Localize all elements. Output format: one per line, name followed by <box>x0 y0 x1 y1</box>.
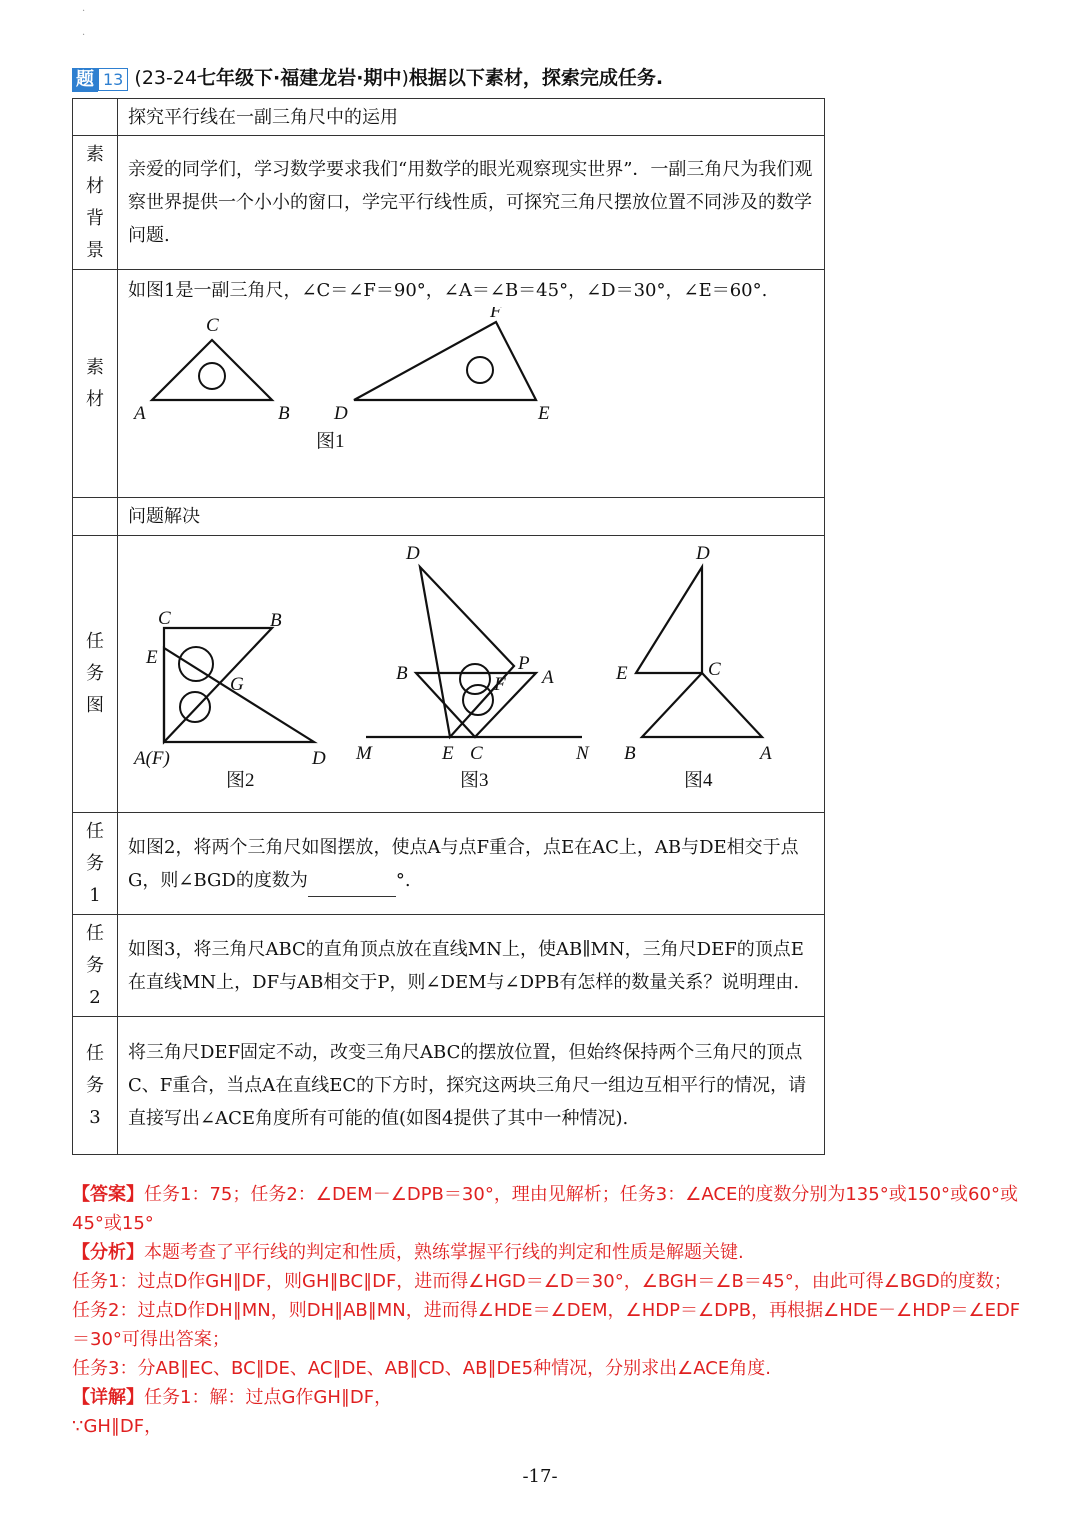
fig4-label-c: C <box>708 659 721 680</box>
answer-line: 【答案】任务1：75；任务2：∠DEM－∠DPB＝30°，理由见解析；任务3：∠ACE的度数分别为135°或150°或60°或45°或15° <box>72 1184 1018 1234</box>
material-cell <box>118 270 825 498</box>
analysis-task1: 任务1：过点D作GH∥DF，则GH∥BC∥DF，进而得∠HGD＝∠D＝30°，∠BGH＝∠B＝45°，由此可得∠BGD的度数； <box>72 1271 1012 1292</box>
table-row <box>73 915 825 1017</box>
fig1-label-d: D <box>334 403 348 424</box>
table-row <box>73 498 825 536</box>
fig1-label-a: A <box>134 403 146 424</box>
task3-text: 将三角尺DEF固定不动，改变三角尺ABC的摆放位置，但始终保持两个三角尺的顶点C、F重合，当点A在直线EC的下方时，探究这两块三角尺一组边互相平行的情况，请直接写出∠ACE角度所有可能的值(如图4提供了其中一种情况). <box>118 1017 825 1155</box>
task-figures <box>118 536 823 801</box>
fig2-label-g: G <box>230 674 244 695</box>
answer-section <box>72 1180 1022 1441</box>
question-instruction: 根据以下素材，探索完成任务. <box>408 67 664 89</box>
background-label: 素 材 背 景 <box>73 136 118 270</box>
fig1-label-f: F <box>490 307 502 322</box>
figure-1 <box>128 307 648 457</box>
question-badge <box>72 67 128 91</box>
table-row <box>73 1017 825 1155</box>
table-row <box>73 99 825 136</box>
fig3-label-a: A <box>542 667 554 688</box>
fig3-label-m: M <box>356 743 372 764</box>
fig4-caption: 图4 <box>684 770 713 791</box>
answer-blank <box>308 876 396 897</box>
badge-number: 13 <box>98 68 128 91</box>
fig2-caption: 图2 <box>226 770 255 791</box>
task2-text: 如图3，将三角尺ABC的直角顶点放在直线MN上，使AB∥MN，三角尺DEF的顶点E在直线MN上，DF与AB相交于P，则∠DEM与∠DPB有怎样的数量关系？说明理由. <box>118 915 825 1017</box>
task3-label: 任 务 3 <box>73 1017 118 1155</box>
fig3-caption: 图3 <box>460 770 489 791</box>
figure-3 <box>355 543 590 791</box>
page-number: -17- <box>522 1466 558 1487</box>
fig3-label-n: N <box>576 743 589 764</box>
fig1-label-b: B <box>278 403 290 424</box>
analysis-task3: 任务3：分AB∥EC、BC∥DE、AC∥DE、AB∥CD、AB∥DE5种情况，分别求出∠ACE角度. <box>72 1358 771 1379</box>
task-figures-cell <box>118 536 825 813</box>
figure-2 <box>132 608 326 791</box>
triangle-def-fig1 <box>333 307 550 424</box>
task-table <box>72 98 825 1155</box>
fig1-label-c: C <box>206 315 219 336</box>
fig4-label-e: E <box>616 663 628 684</box>
analysis-task2: 任务2：过点D作DH∥MN，则DH∥AB∥MN，进而得∠HDE＝∠DEM，∠HDP＝∠DPB，再根据∠HDE－∠HDP＝∠EDF＝30°可得出答案； <box>72 1300 1021 1350</box>
question-source-bold: 七年级下·福建龙岩·期中 <box>197 67 402 89</box>
question-source: (23-24 <box>134 67 198 89</box>
background-text: 亲爱的同学们，学习数学要求我们“用数学的眼光观察现实世界”．一副三角尺为我们观察世界提供一个小小的窗口，学完平行线性质，可探究三角尺摆放位置不同涉及的数学问题. <box>118 136 825 270</box>
table-row <box>73 813 825 915</box>
triangle-abc-fig1 <box>132 315 290 424</box>
question-source-end: ) <box>401 67 409 89</box>
figure-4 <box>615 543 772 791</box>
table-row <box>73 270 825 498</box>
fig4-label-d: D <box>696 543 710 564</box>
task2-label: 任 务 2 <box>73 915 118 1017</box>
fig3-label-e: E <box>442 743 454 764</box>
problem-row-text: 问题解决 <box>118 498 825 536</box>
fig2-label-e: E <box>146 647 158 668</box>
detail-line: 【详解】任务1：解：过点G作GH∥DF， <box>72 1387 393 1408</box>
fig2-label-c: C <box>158 608 171 629</box>
fig3-label-b: B <box>396 663 408 684</box>
task1-text: 如图2，将两个三角尺如图摆放，使点A与点F重合，点E在AC上，AB与DE相交于点G，则∠BGD的度数为 °. <box>118 813 825 915</box>
fig2-label-d: D <box>312 748 326 769</box>
task-figures-label: 任 务 图 <box>73 536 118 813</box>
table-row <box>73 536 825 813</box>
material-text: 如图1是一副三角尺，∠C＝∠F＝90°，∠A＝∠B＝45°，∠D＝30°，∠E＝60°. <box>128 280 768 301</box>
fig1-caption: 图1 <box>316 431 345 452</box>
fig3-label-p: P <box>518 653 530 674</box>
fig3-label-c: C <box>470 743 483 764</box>
analysis-line: 【分析】本题考查了平行线的判定和性质，熟练掌握平行线的判定和性质是解题关键. <box>72 1242 744 1263</box>
because-line: ∵GH∥DF， <box>72 1416 163 1437</box>
question-header <box>72 64 832 92</box>
fig2-label-b: B <box>270 610 282 631</box>
fig4-label-a: A <box>760 743 772 764</box>
table-row <box>73 136 825 270</box>
fig2-label-af: A(F) <box>134 748 170 769</box>
fig1-label-e: E <box>538 403 550 424</box>
material-label: 素 材 <box>73 270 118 498</box>
badge-label: 题 <box>72 68 98 92</box>
fig3-label-d: D <box>406 543 420 564</box>
fig3-label-f: F <box>494 674 506 695</box>
fig4-label-b: B <box>624 743 636 764</box>
task1-label: 任 务 1 <box>73 813 118 915</box>
page-margin-marks: · · <box>82 6 86 41</box>
title-row-text: 探究平行线在一副三角尺中的运用 <box>118 99 825 136</box>
